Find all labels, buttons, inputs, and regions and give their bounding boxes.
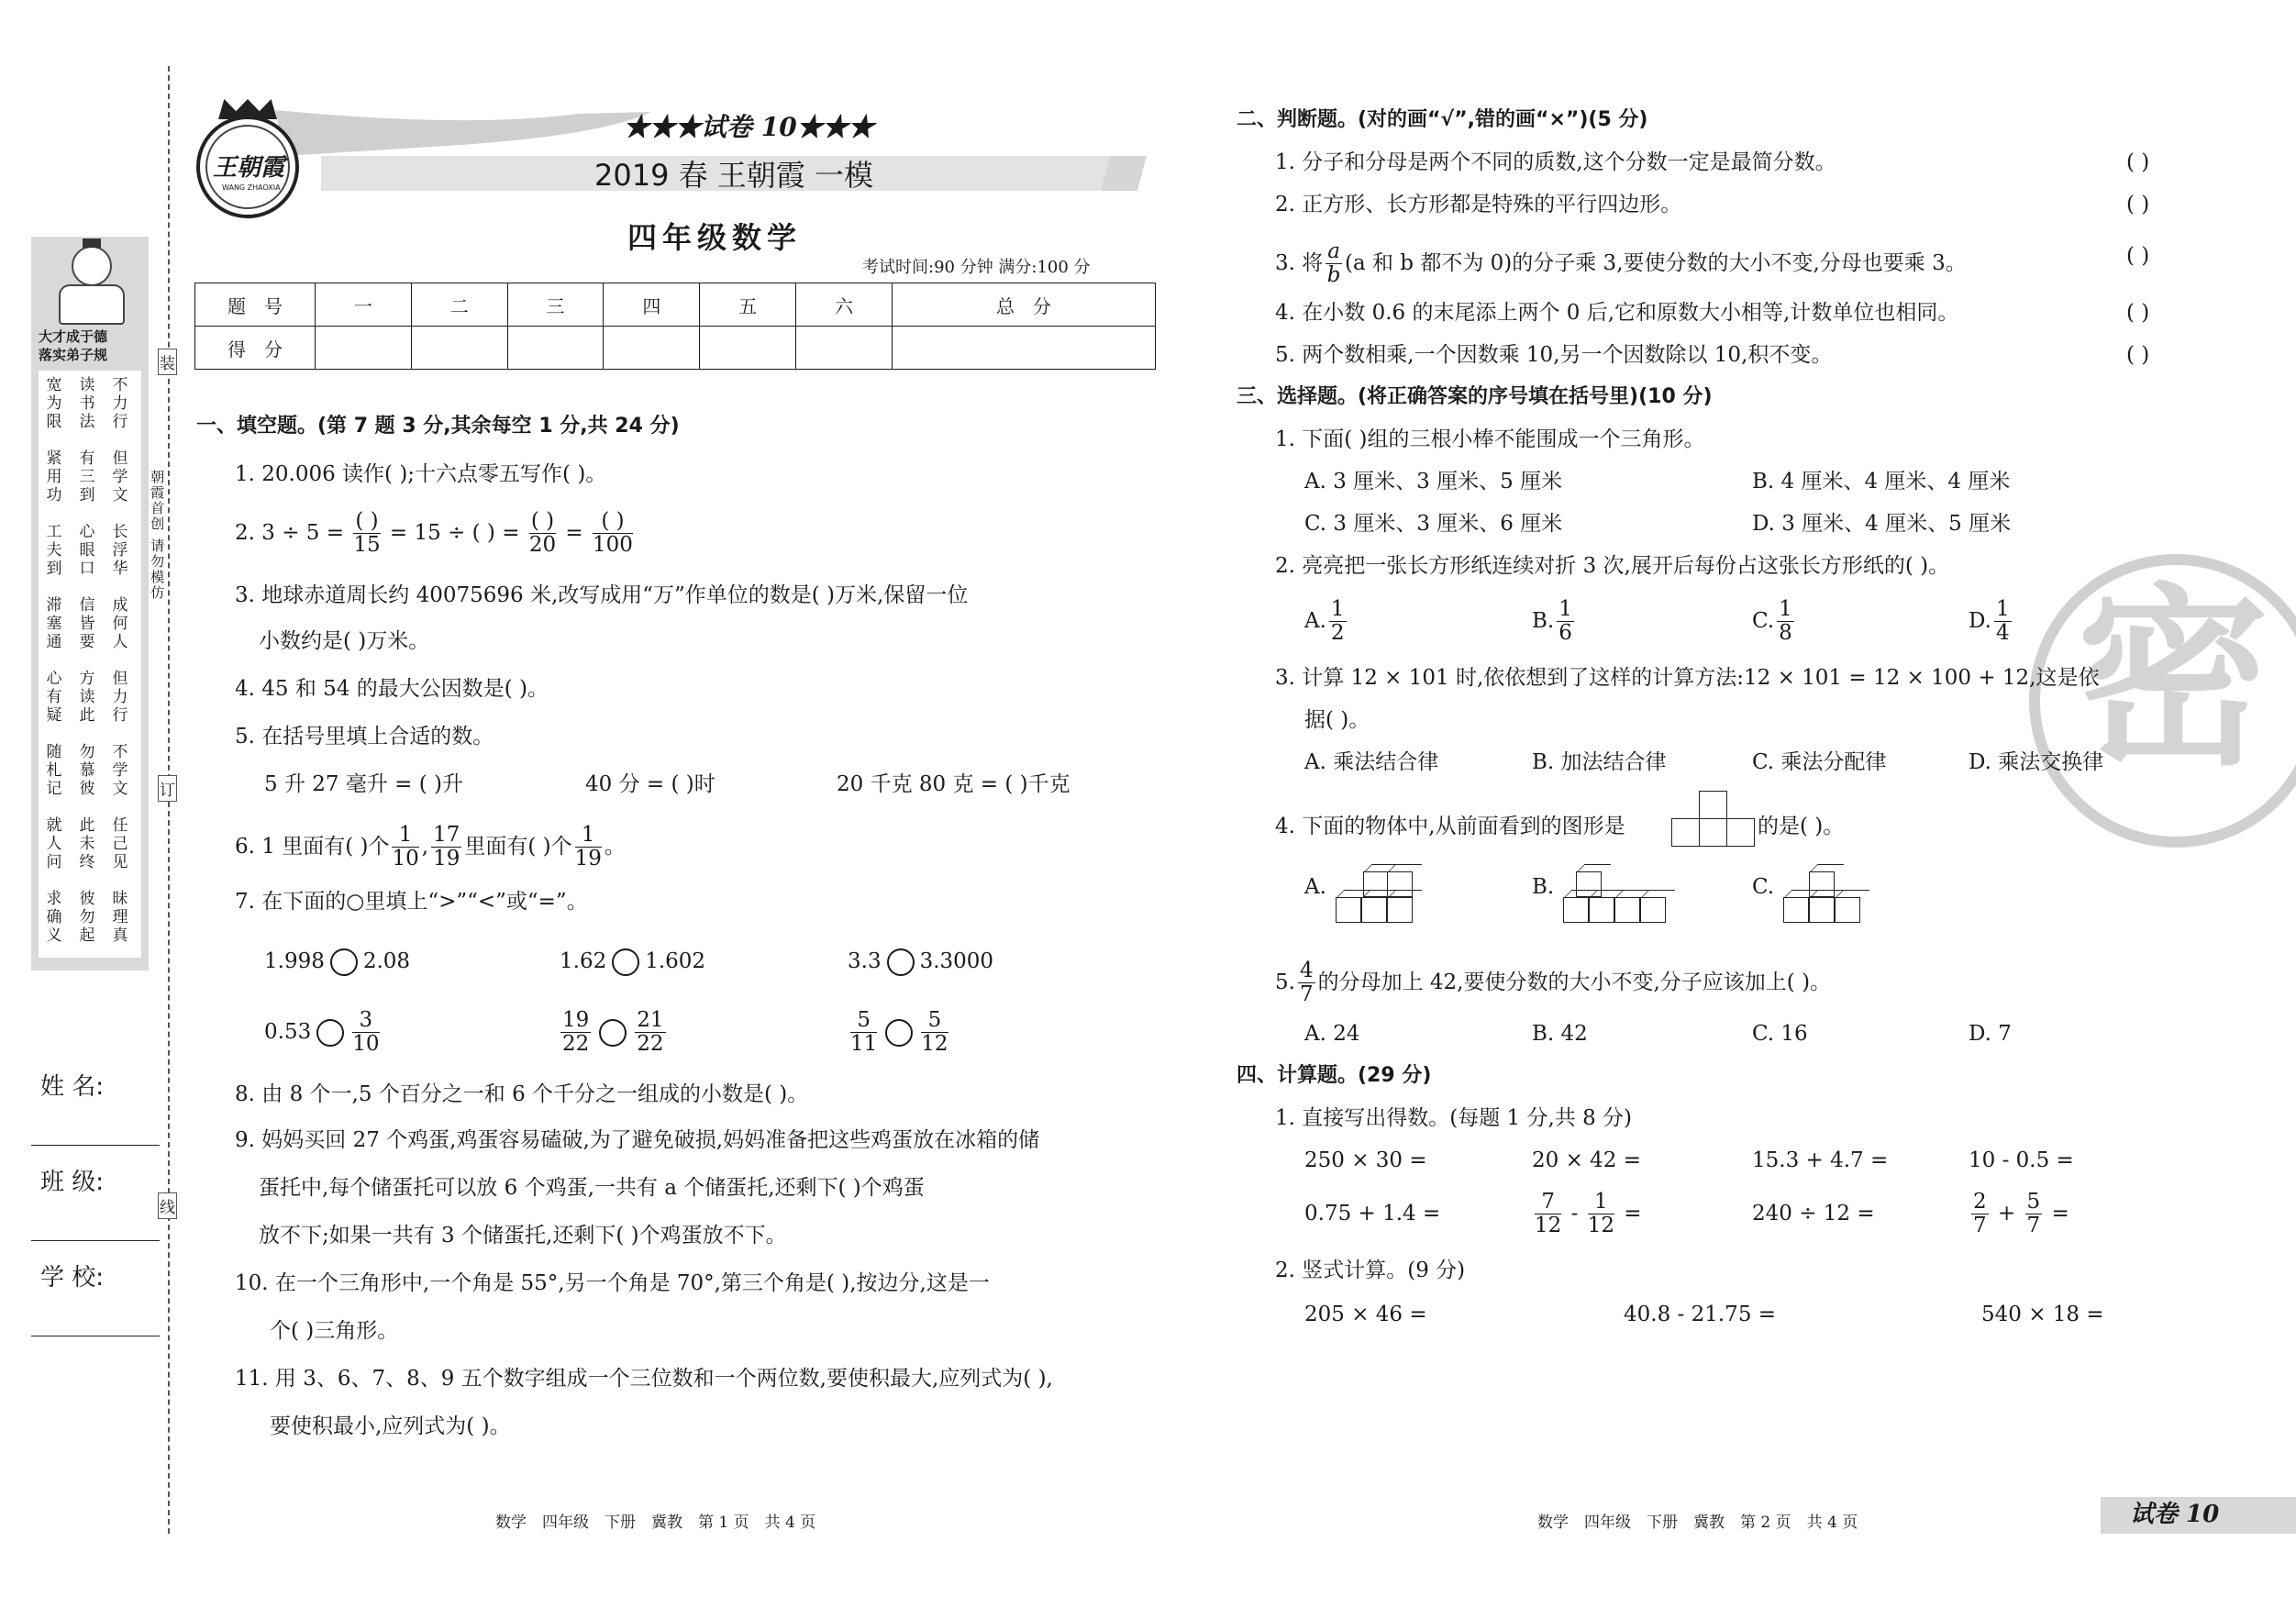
cube-figure-c[interactable] xyxy=(1783,862,1912,936)
s1-q5-b: 40 分 = ( )时 xyxy=(585,772,715,796)
s3-q2-option-a[interactable]: A. $\frac{1}{2}$ xyxy=(1304,597,1345,646)
cube-figure-b[interactable] xyxy=(1563,862,1691,936)
section2-heading: 二、判断题。(对的画“√”,错的画“×”)(5 分) xyxy=(1237,108,1648,131)
copyright-notice: 朝霞首创 请勿模仿 xyxy=(149,470,166,601)
score-header: 三 xyxy=(507,283,604,327)
s1-q11-line2: 要使积最小,应列式为( )。 xyxy=(270,1414,511,1438)
s1-q1: 1. 20.006 读作( );十六点零五写作( )。 xyxy=(235,462,607,486)
s3-q3-option-c[interactable]: C. 乘法分配律 xyxy=(1752,750,1887,774)
cube-figure-a[interactable] xyxy=(1336,862,1446,936)
s1-q9-line3: 放不下;如果一共有 3 个储蛋托,还剩下( )个鸡蛋放不下。 xyxy=(259,1224,787,1248)
score-cell[interactable] xyxy=(507,327,604,370)
motto-title-2: 落实弟子规 xyxy=(39,347,108,363)
score-header: 五 xyxy=(700,283,796,327)
scholar-icon xyxy=(72,246,112,286)
score-cell[interactable] xyxy=(700,327,796,370)
s2-q5: 5. 两个数相乘,一个因数乘 10,另一个因数除以 10,积不变。 xyxy=(1275,343,1833,367)
s1-q10-line2: 个( )三角形。 xyxy=(270,1319,399,1343)
s3-q1: 1. 下面( )组的三根小棒不能围成一个三角形。 xyxy=(1275,427,1705,451)
footer-left: 数学 四年级 下册 冀教 第 1 页 共 4 页 xyxy=(495,1514,816,1532)
compare-4: 0.53 $\frac{3}{10}$ xyxy=(264,1008,380,1057)
s3-q4-a: 4. 下面的物体中,从前面看到的图形是 xyxy=(1275,815,1625,838)
compare-circle[interactable] xyxy=(612,948,639,976)
motto-col: 读书法 有三到 心眼口 信皆要 方读此 勿慕彼 此未终 彼勿起 xyxy=(75,376,94,945)
s3-q5-option-d[interactable]: D. 7 xyxy=(1969,1022,2012,1046)
calc-1: 250 × 30 = xyxy=(1304,1148,1427,1172)
s3-q1-option-b[interactable]: B. 4 厘米、4 厘米、4 厘米 xyxy=(1752,470,2011,494)
s3-q4-option-b[interactable]: B. xyxy=(1532,875,1555,899)
s3-q5-option-c[interactable]: C. 16 xyxy=(1752,1022,1808,1046)
s3-q3-line2: 据( )。 xyxy=(1304,708,1370,732)
s1-q10-line1: 10. 在一个三角形中,一个角是 55°,另一个角是 70°,第三个角是( ),按边分,这是一 xyxy=(235,1271,990,1295)
compare-3: 3.3 3.3000 xyxy=(848,948,993,976)
s3-q3-option-d[interactable]: D. 乘法交换律 xyxy=(1969,750,2104,774)
s2-q1: 1. 分子和分母是两个不同的质数,这个分数一定是最简分数。 xyxy=(1275,150,1836,174)
score-header: 四 xyxy=(604,283,700,327)
logo-text: 王朝霞 xyxy=(213,154,285,182)
seal-char: 装 xyxy=(158,349,177,375)
s1-q5: 5. 在括号里填上合适的数。 xyxy=(235,725,494,749)
s2-q4-answer[interactable]: ( ) xyxy=(2126,301,2150,325)
logo-subtext: WANG ZHAOXIA xyxy=(222,183,281,192)
calc-3: 15.3 + 4.7 = xyxy=(1752,1148,1889,1172)
s3-q4-option-a[interactable]: A. xyxy=(1304,875,1326,899)
s2-q3-answer[interactable]: ( ) xyxy=(2126,244,2150,268)
s1-q11-line1: 11. 用 3、6、7、8、9 五个数字组成一个三位数和一个两位数,要使积最大,应列式为( ), xyxy=(235,1367,1053,1391)
compare-circle[interactable] xyxy=(330,948,358,976)
vertical-calc-3: 540 × 18 = xyxy=(1981,1303,2104,1326)
calc-4: 10 - 0.5 = xyxy=(1969,1148,2074,1172)
s1-q8: 8. 由 8 个一,5 个百分之一和 6 个千分之一组成的小数是( )。 xyxy=(235,1082,809,1106)
s3-q1-option-a[interactable]: A. 3 厘米、3 厘米、5 厘米 xyxy=(1304,470,1563,494)
motto-col: 宽为限 紧用功 工夫到 滞塞通 心有疑 随札记 就人问 求确义 xyxy=(42,376,61,945)
s3-q2-option-b[interactable]: B. $\frac{1}{6}$ xyxy=(1532,597,1572,646)
calc-5: 0.75 + 1.4 = xyxy=(1304,1202,1441,1225)
s2-q2-answer[interactable]: ( ) xyxy=(2126,193,2150,216)
score-cell[interactable] xyxy=(411,327,507,370)
name-field[interactable] xyxy=(31,1145,160,1146)
paper-label: ★★★试卷 10★★★ xyxy=(624,112,874,142)
s1-q3-line2: 小数约是( )万米。 xyxy=(259,629,430,653)
school-label: 学 校: xyxy=(40,1264,105,1292)
s3-q1-option-c[interactable]: C. 3 厘米、3 厘米、6 厘米 xyxy=(1304,512,1563,536)
s2-q2: 2. 正方形、长方形都是特殊的平行四边形。 xyxy=(1275,193,1682,216)
s3-q5-option-b[interactable]: B. 42 xyxy=(1532,1022,1588,1046)
s1-q4: 4. 45 和 54 的最大公因数是( )。 xyxy=(235,677,549,701)
compare-1: 1.998 2.08 xyxy=(264,948,410,976)
calc-8: $\frac{2}{7}$ + $\frac{5}{7}$ = xyxy=(1973,1190,2069,1238)
s1-q7: 7. 在下面的○里填上“>”“<”或“=”。 xyxy=(235,890,588,914)
compare-circle[interactable] xyxy=(599,1019,627,1047)
subject-title: 四年级数学 xyxy=(627,220,803,255)
vertical-calc-2: 40.8 - 21.75 = xyxy=(1624,1303,1777,1326)
score-header: 题 号 xyxy=(195,283,316,327)
compare-circle[interactable] xyxy=(885,1019,913,1047)
s1-q5-a: 5 升 27 毫升 = ( )升 xyxy=(264,772,463,796)
footer-right: 数学 四年级 下册 冀教 第 2 页 共 4 页 xyxy=(1537,1514,1858,1532)
class-label: 班 级: xyxy=(40,1169,105,1196)
score-cell[interactable] xyxy=(892,327,1155,370)
s3-q1-option-d[interactable]: D. 3 厘米、4 厘米、5 厘米 xyxy=(1752,512,2012,536)
score-cell[interactable] xyxy=(604,327,700,370)
s1-q5-c: 20 千克 80 克 = ( )千克 xyxy=(837,772,1070,796)
class-field[interactable] xyxy=(31,1240,160,1241)
motto-title-1: 大才成于德 xyxy=(39,328,108,345)
s4-p2: 2. 竖式计算。(9 分) xyxy=(1275,1259,1466,1282)
watermark-char: 密 xyxy=(2077,567,2270,792)
s3-q4-option-c[interactable]: C. xyxy=(1752,875,1775,899)
s3-q5: 5. $\frac{4}{7}$ 的分母加上 42,要使分数的大小不变,分子应该加上( )。 xyxy=(1275,959,1832,1007)
s4-p1: 1. 直接写出得数。(每题 1 分,共 8 分) xyxy=(1275,1106,1633,1130)
exam-title: 2019 春 王朝霞 一模 xyxy=(594,158,873,193)
compare-6: $\frac{5}{11}$ $\frac{5}{12}$ xyxy=(850,1008,948,1057)
calc-7: 240 ÷ 12 = xyxy=(1752,1202,1875,1225)
s1-q2: 2. 3 ÷ 5 = $\frac{( )}{15}$ = 15 ÷ ( ) = $\frac{( )}{20}$ = $\frac{( )}{100}$ xyxy=(235,509,633,558)
exam-info: 考试时间:90 分钟 满分:100 分 xyxy=(862,258,1091,277)
motto-panel xyxy=(31,237,149,970)
footer-tag: 试卷 10 xyxy=(2130,1501,2220,1528)
s3-q5-option-a[interactable]: A. 24 xyxy=(1304,1022,1360,1046)
name-label: 姓 名: xyxy=(40,1073,105,1101)
score-header: 总 分 xyxy=(892,283,1155,327)
s1-q6: 6. 1 里面有( )个 $\frac{1}{10}$ , $\frac{17}{19}$ 里面有( )个 $\frac{1}{19}$ 。 xyxy=(235,823,626,871)
s3-q3-option-b[interactable]: B. 加法结合律 xyxy=(1532,750,1667,774)
section3-heading: 三、选择题。(将正确答案的序号填在括号里)(10 分) xyxy=(1237,385,1713,408)
watermark-seal xyxy=(2029,554,2296,848)
score-cell[interactable] xyxy=(316,327,412,370)
s3-q3-line1: 3. 计算 12 × 101 时,依依想到了这样的计算方法:12 × 101 = 12 × 100 + 12,这是依 xyxy=(1275,666,2100,690)
score-table xyxy=(194,283,1156,370)
score-header: 六 xyxy=(796,283,893,327)
front-view-shape xyxy=(1671,791,1756,848)
s1-q9-line1: 9. 妈妈买回 27 个鸡蛋,鸡蛋容易磕破,为了避免破损,妈妈准备把这些鸡蛋放在冰箱的储 xyxy=(235,1128,1040,1152)
compare-circle[interactable] xyxy=(316,1019,344,1047)
s3-q4-b: 的是( )。 xyxy=(1758,815,1845,838)
seal-char: 订 xyxy=(158,775,177,802)
score-row-label: 得 分 xyxy=(195,327,316,370)
brand-logo xyxy=(196,116,299,218)
compare-5: $\frac{19}{22}$ $\frac{21}{22}$ xyxy=(562,1008,664,1057)
seal-char: 线 xyxy=(158,1192,177,1219)
s2-q1-answer[interactable]: ( ) xyxy=(2126,150,2150,174)
motto-col: 不力行 但学文 长浮华 成何人 但力行 不学文 任己见 昧理真 xyxy=(108,376,128,945)
s2-q3: 3. 将 $\frac{a}{b}$ (a 和 b 都不为 0)的分子乘 3,要使分数的大小不变,分母也要乘 3。 xyxy=(1275,239,1967,288)
score-header: 一 xyxy=(316,283,412,327)
s1-q9-line2: 蛋托中,每个储蛋托可以放 6 个鸡蛋,一共有 a 个储蛋托,还剩下( )个鸡蛋 xyxy=(259,1176,925,1200)
s3-q2-option-c[interactable]: C. $\frac{1}{8}$ xyxy=(1752,597,1792,646)
calc-6: $\frac{7}{12}$ - $\frac{1}{12}$ = xyxy=(1535,1190,1642,1238)
s2-q4: 4. 在小数 0.6 的末尾添上两个 0 后,它和原数大小相等,计数单位也相同。 xyxy=(1275,301,1959,325)
motto-text xyxy=(39,371,141,958)
calc-2: 20 × 42 = xyxy=(1532,1148,1642,1172)
compare-2: 1.62 1.602 xyxy=(560,948,705,976)
vertical-calc-1: 205 × 46 = xyxy=(1304,1303,1427,1326)
section1-heading: 一、填空题。(第 7 题 3 分,其余每空 1 分,共 24 分) xyxy=(196,415,680,438)
s3-q2: 2. 亮亮把一张长方形纸连续对折 3 次,展开后每份占这张长方形纸的( )。 xyxy=(1275,554,1950,578)
score-cell[interactable] xyxy=(796,327,893,370)
section4-heading: 四、计算题。(29 分) xyxy=(1237,1064,1432,1087)
s3-q3-option-a[interactable]: A. 乘法结合律 xyxy=(1304,750,1439,774)
s2-q5-answer[interactable]: ( ) xyxy=(2126,343,2150,367)
score-header: 二 xyxy=(411,283,507,327)
s3-q2-option-d[interactable]: D. $\frac{1}{4}$ xyxy=(1969,597,2010,646)
compare-circle[interactable] xyxy=(887,948,915,976)
s1-q3-line1: 3. 地球赤道周长约 40075696 米,改写成用“万”作单位的数是( )万米,保留一位 xyxy=(235,583,969,607)
